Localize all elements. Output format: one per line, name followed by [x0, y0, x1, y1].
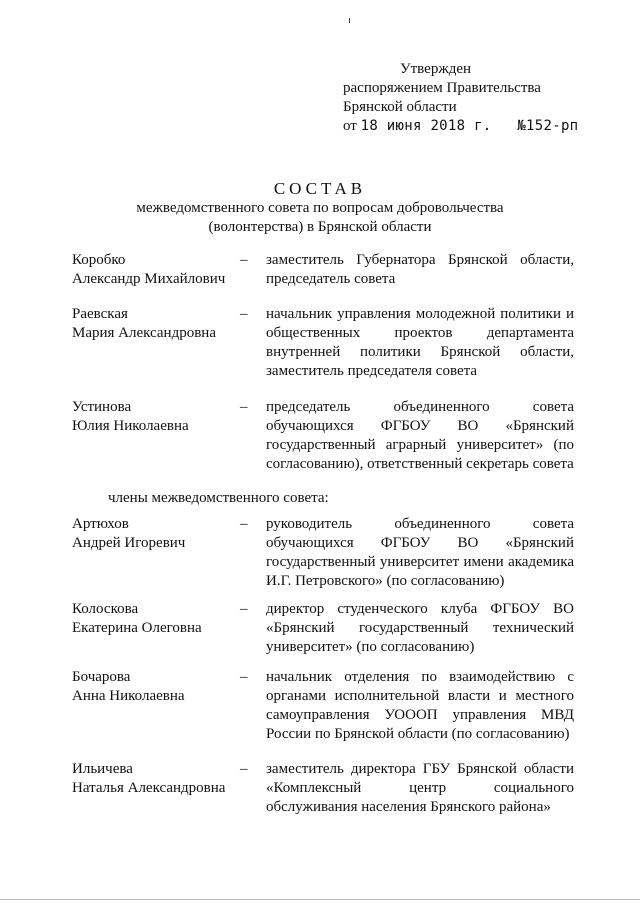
- member-surname: Коробко: [72, 252, 126, 268]
- document-subtitle: [0, 199, 640, 237]
- subtitle-line-2: (волонтерства) в Брянской области: [208, 219, 432, 235]
- approval-stamp: [343, 60, 578, 136]
- separator-dash: –: [240, 252, 248, 268]
- member-name: [72, 668, 247, 706]
- members-heading: члены межведомственного совета:: [108, 490, 329, 506]
- separator-dash: –: [240, 669, 248, 685]
- member-surname: Колоскова: [72, 601, 139, 617]
- approval-date: 18 июня 2018 г.: [360, 118, 492, 134]
- separator-dash: –: [240, 399, 248, 415]
- approval-line-region: Брянской области: [343, 99, 457, 115]
- member-given-names: Екатерина Олеговна: [72, 620, 202, 636]
- member-role: председатель объединенного совета обучающихся ФГБОУ ВО «Брянский государственный аграрный университет» (по согласованию), ответственный секретарь совета: [266, 399, 574, 472]
- member-surname: Устинова: [72, 399, 132, 415]
- member-given-names: Анна Николаевна: [72, 688, 185, 704]
- member-role: начальник отделения по взаимодействию с органами исполнительной власти и местного самоуправления УОООП управления МВД России по Брянской области (по согласованию): [266, 669, 574, 742]
- page-bottom-edge: [0, 899, 640, 900]
- approval-number: №152-рп: [517, 118, 579, 134]
- member-given-names: Андрей Игоревич: [72, 535, 186, 551]
- approval-line-order: распоряжением Правительства: [343, 80, 541, 96]
- member-role: заместитель Губернатора Брянской области, председатель совета: [266, 252, 574, 287]
- approval-date-prefix: от: [343, 118, 357, 134]
- separator-dash: –: [240, 516, 248, 532]
- member-surname: Ильичева: [72, 761, 133, 777]
- approval-line-approved: Утвержден: [400, 61, 472, 77]
- member-name: [72, 398, 247, 436]
- member-name: [72, 251, 247, 289]
- member-name: [72, 760, 247, 798]
- separator-dash: –: [240, 306, 248, 322]
- member-surname: Бочарова: [72, 669, 131, 685]
- member-given-names: Александр Михайлович: [72, 271, 226, 287]
- member-given-names: Юлия Николаевна: [72, 418, 189, 434]
- subtitle-line-1: межведомственного совета по вопросам добровольчества: [136, 200, 504, 216]
- member-role: директор студенческого клуба ФГБОУ ВО «Брянский государственный технический университет» (по согласованию): [266, 601, 574, 655]
- document-title: СОСТАВ: [273, 179, 367, 198]
- separator-dash: –: [240, 761, 248, 777]
- member-name: [72, 600, 247, 638]
- separator-dash: –: [240, 601, 248, 617]
- member-name: [72, 515, 247, 553]
- scan-mark: [349, 18, 350, 23]
- member-role: заместитель директора ГБУ Брянской области «Комплексный центр социального обслуживания населения Брянского района»: [266, 761, 574, 815]
- member-name: [72, 305, 247, 343]
- member-surname: Раевская: [72, 306, 128, 322]
- member-given-names: Мария Александровна: [72, 325, 216, 341]
- member-given-names: Наталья Александровна: [72, 780, 226, 796]
- approval-date-line: [343, 117, 578, 136]
- member-surname: Артюхов: [72, 516, 129, 532]
- member-role: руководитель объединенного совета обучающихся ФГБОУ ВО «Брянский государственный университет имени академика И.Г. Петровского» (по согласованию): [266, 516, 574, 589]
- member-role: начальник управления молодежной политики и общественных проектов департамента внутренней политики Брянской области, заместитель председателя совета: [266, 306, 574, 379]
